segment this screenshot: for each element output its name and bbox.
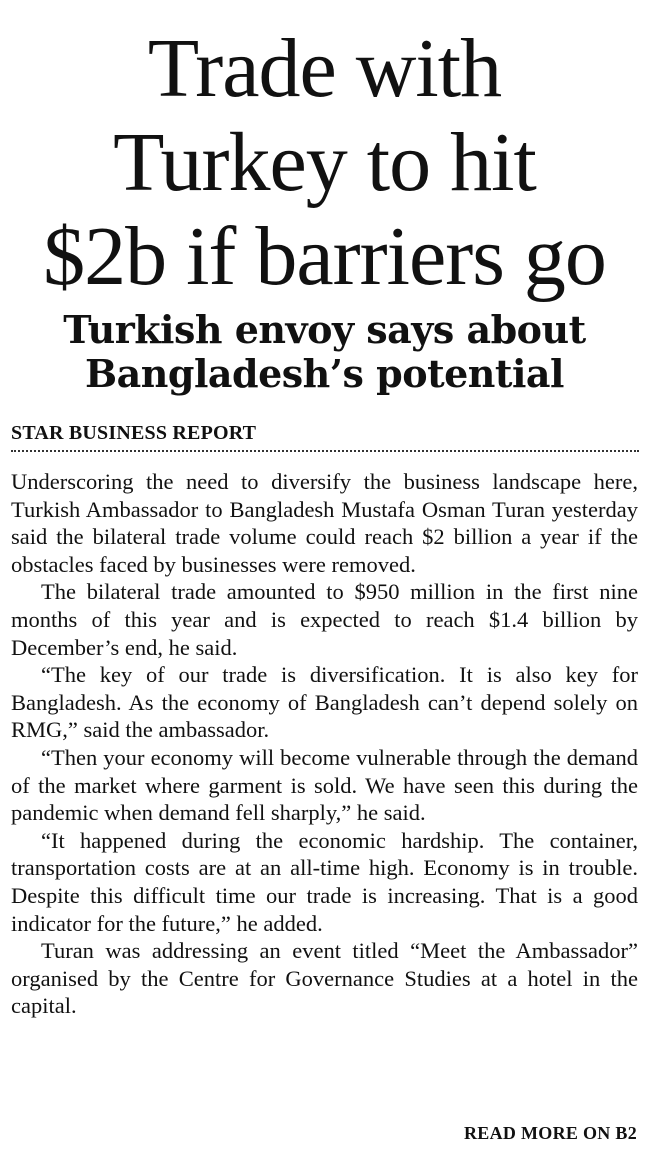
headline-line-3: $2b if barriers go — [43, 210, 606, 303]
body-paragraph: The bilateral trade amounted to $950 million in the first nine months of this year and is expected to reach $1.4 billion by December’s end, he said. — [11, 579, 638, 660]
headline-line-1: Trade with — [147, 22, 502, 115]
article-subheadline — [0, 308, 649, 396]
byline: STAR BUSINESS REPORT — [11, 422, 639, 452]
headline-line-2: Turkey to hit — [113, 116, 536, 209]
body-paragraph: “The key of our trade is diversification. It is also key for Bangladesh. As the economy of Bangladesh can’t depend solely on RMG,” said the ambassador. — [11, 662, 638, 743]
article-body — [11, 468, 638, 1020]
subhead-line-1: Turkish envoy says about — [63, 307, 586, 352]
body-paragraph: Underscoring the need to diversify the business landscape here, Turkish Ambassador to Bangladesh Mustafa Osman Turan yesterday said the bilateral trade volume could reach $2 billion a year if the obstacles faced by businesses were removed. — [11, 469, 638, 577]
read-more-jump-line: READ MORE ON B2 — [463, 1123, 637, 1143]
body-paragraph: Turan was addressing an event titled “Meet the Ambassador” organised by the Centre for Governance Studies at a hotel in the capital. — [11, 938, 638, 1019]
subhead-line-2: Bangladesh’s potential — [85, 351, 564, 396]
article-headline — [0, 0, 649, 304]
body-paragraph: “Then your economy will become vulnerable through the demand of the market where garment is sold. We have seen this during the pandemic when demand fell sharply,” he said. — [11, 744, 638, 826]
body-paragraph: “It happened during the economic hardship. The container, transportation costs are at an all-time high. Economy is in trouble. Despite this difficult time our trade is increasing. That is a good indicator for the future,” he added. — [11, 827, 638, 936]
